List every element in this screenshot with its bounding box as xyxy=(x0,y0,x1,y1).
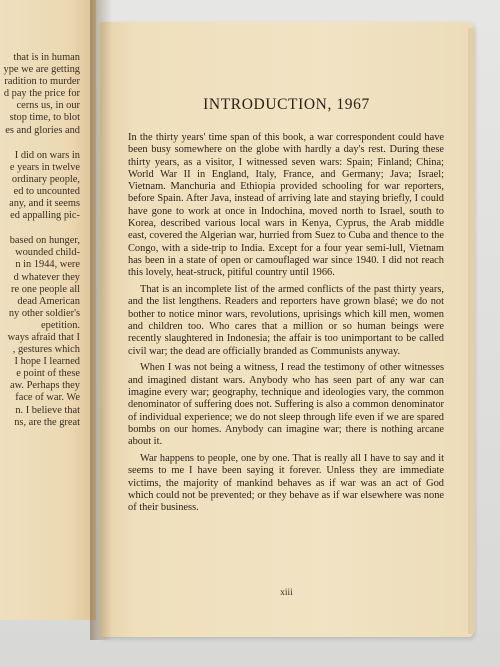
left-page-line: d pay the price for xyxy=(3,88,80,100)
left-page-line: es and glories and xyxy=(5,124,80,136)
left-facing-page xyxy=(0,0,96,620)
body-text xyxy=(128,132,444,519)
left-page-line: , gestures which xyxy=(12,344,80,356)
left-page-line: any, and it seems xyxy=(9,198,80,210)
left-page-line: I hope I learned xyxy=(14,356,80,368)
paragraph: When I was not being a witness, I read the testimony of other witnesses and imagined distant wars. Anybody who has seen part of any war can imagine every war; geography, technique and ideologies vary, the common denominator of suffering does not. Suffering is also a common denominator of individual experience; we do not sleep through life even if we are spared bombs on our homes. Anybody can imagine war; there is nothing arcane about it. xyxy=(128,362,444,448)
left-page-line: based on hunger, xyxy=(9,235,80,247)
left-page-line: ed appalling pic- xyxy=(10,210,80,222)
page-number: xiii xyxy=(280,588,293,598)
left-page-line: ns, are the great xyxy=(14,416,80,428)
left-page-line: d whatever they xyxy=(13,271,80,283)
chapter-title: INTRODUCTION, 1967 xyxy=(203,96,370,113)
left-page-line: e point of these xyxy=(16,368,80,380)
left-page-line: cerns us, in our xyxy=(16,100,80,112)
page-edge xyxy=(468,28,475,634)
left-page-line: re one people all xyxy=(11,283,80,295)
left-page-text xyxy=(0,52,96,429)
left-page-line: ype we are getting xyxy=(3,64,80,76)
left-page-line: that is in human xyxy=(13,52,80,63)
left-page-line: ed to uncounted xyxy=(13,185,80,197)
left-page-line: epetition. xyxy=(41,319,80,331)
left-page-line: dead American xyxy=(17,295,80,307)
left-page-line: n. I believe that xyxy=(15,404,80,416)
left-page-line: face of war. We xyxy=(15,392,80,404)
left-page-line: ny other soldier's xyxy=(8,307,80,319)
left-page-line: wounded child- xyxy=(15,247,80,259)
left-page-line: ways afraid that I xyxy=(7,331,80,343)
left-page-line: n in 1944, were xyxy=(15,259,80,271)
paragraph: In the thirty years' time span of this book, a war correspondent could have been busy somewhere on the globe with hardly a day's rest. During these thirty years, as a visitor, I witnessed seven wars: Spain; Finland; China; World War II in England, Italy, France, and Germany; Java; Israel; Vietnam. Manchuria and Ethiopia provided schooling for war reporters, before Spain. After Java, instead of arriving late and staying briefly, I could have gone to work at once in Indochina, moved north to Israel, south to Korea, described various local wars in Kenya, Cyprus, the Arab middle east, covered the Algerian war, hurried from Suez to Cuba and thence to the Congo, with a side-trip to India. Except for a four year semi-lull, Vietnam has been in a state of open or camouflaged war since 1940. I did not reach this lovely, heat-struck, pitiful country until 1966. xyxy=(128,132,444,279)
left-page-line: ordinary people, xyxy=(11,173,80,185)
left-page-line: radition to murder xyxy=(4,76,80,88)
paragraph: War happens to people, one by one. That is really all I have to say and it seems to me I have been saying it forever. Unless they are immediate victims, the majority of mankind behaves as if war was an act of God which could not be prevented; or they behave as if war elsewhere was none of their business. xyxy=(128,452,444,514)
left-page-line: I did on wars in xyxy=(14,149,80,161)
left-page-line: aw. Perhaps they xyxy=(9,380,80,392)
paragraph: That is an incomplete list of the armed conflicts of the past thirty years, and the list lengthens. Readers and reporters have grown blasé; we do not bother to notice minor wars, revolutions, uprisings which kill men, women and children too. Who cares that a million or so human beings were recently slaughtered in Indonesia; the affair is too unimportant to be called civil war; the dead are officially branded as Communists anyway. xyxy=(128,284,444,357)
left-page-line: e years in twelve xyxy=(9,161,80,173)
left-page-line: stop time, to blot xyxy=(9,112,80,124)
